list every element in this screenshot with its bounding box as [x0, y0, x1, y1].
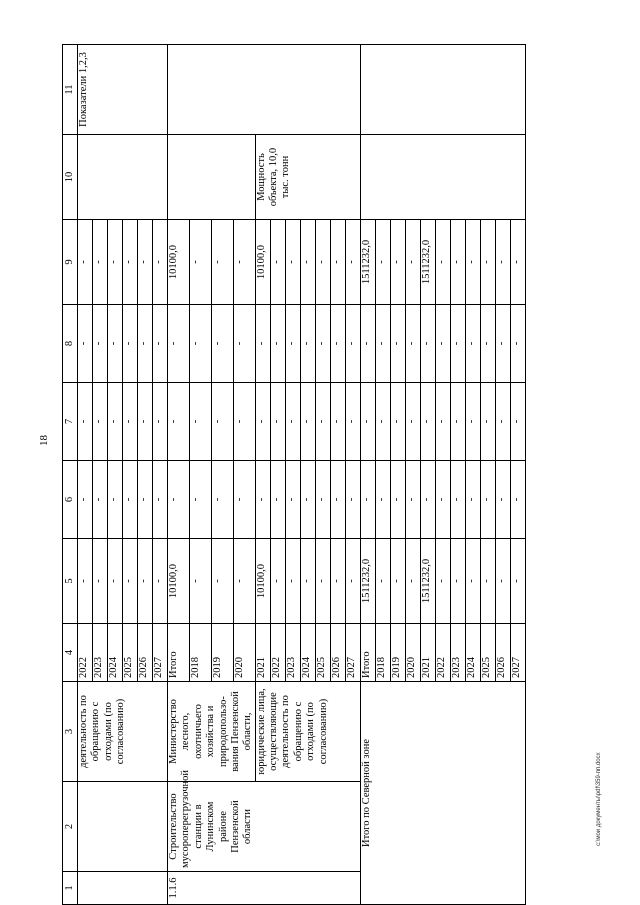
- year-cell: 2024: [465, 624, 480, 682]
- value-cell-5: -: [435, 539, 450, 624]
- value-cell-5: -: [189, 539, 211, 624]
- col-header-3: 3: [63, 682, 78, 782]
- value-cell-5: -: [285, 539, 300, 624]
- value-cell-9: -: [153, 220, 168, 305]
- value-cell-9: -: [435, 220, 450, 305]
- value-cell-6: -: [78, 461, 93, 539]
- value-cell-9: -: [138, 220, 153, 305]
- year-cell: 2020: [405, 624, 420, 682]
- value-cell-5: -: [405, 539, 420, 624]
- value-cell-6: -: [375, 461, 390, 539]
- year-cell: 2025: [123, 624, 138, 682]
- value-cell-7: -: [450, 383, 465, 461]
- year-cell: Итого: [168, 624, 190, 682]
- value-cell-8: -: [108, 305, 123, 383]
- value-cell-5: -: [123, 539, 138, 624]
- value-cell-9: -: [495, 220, 510, 305]
- value-cell-6: -: [465, 461, 480, 539]
- value-cell-8: -: [330, 305, 345, 383]
- value-cell-7: -: [153, 383, 168, 461]
- table-row: [360, 45, 375, 905]
- col-header-5: 5: [63, 539, 78, 624]
- value-cell-9: -: [315, 220, 330, 305]
- col-header-2: 2: [63, 782, 78, 872]
- value-cell-8: -: [93, 305, 108, 383]
- column-number-row: [63, 45, 78, 905]
- value-cell-9: -: [270, 220, 285, 305]
- value-cell-8: -: [168, 305, 190, 383]
- value-cell-5: 10100,0: [168, 539, 190, 624]
- value-cell-7: -: [375, 383, 390, 461]
- year-cell: 2022: [78, 624, 93, 682]
- value-cell-5: -: [345, 539, 360, 624]
- value-cell-9: -: [211, 220, 233, 305]
- value-cell-5: -: [300, 539, 315, 624]
- capacity-cell: Мощность объекта, 10,0 тыс. тонн: [255, 135, 360, 220]
- value-cell-5: -: [480, 539, 495, 624]
- value-cell-7: -: [315, 383, 330, 461]
- value-cell-8: -: [435, 305, 450, 383]
- value-cell-5: -: [390, 539, 405, 624]
- value-cell-7: -: [405, 383, 420, 461]
- col-header-6: 6: [63, 461, 78, 539]
- value-cell-8: -: [233, 305, 255, 383]
- value-cell-6: -: [153, 461, 168, 539]
- table-row: [255, 45, 270, 905]
- value-cell-8: -: [405, 305, 420, 383]
- value-cell-6: -: [420, 461, 435, 539]
- value-cell-9: -: [330, 220, 345, 305]
- value-cell-8: -: [480, 305, 495, 383]
- value-cell-8: -: [285, 305, 300, 383]
- year-cell: 2022: [435, 624, 450, 682]
- value-cell-5: -: [93, 539, 108, 624]
- value-cell-6: -: [450, 461, 465, 539]
- rotated-page: [48, 45, 578, 905]
- year-cell: 2025: [480, 624, 495, 682]
- value-cell-5: 1511232,0: [360, 539, 375, 624]
- value-cell-7: -: [255, 383, 270, 461]
- value-cell-9: -: [300, 220, 315, 305]
- value-cell-6: -: [233, 461, 255, 539]
- value-cell-7: -: [233, 383, 255, 461]
- value-cell-9: 1511232,0: [420, 220, 435, 305]
- year-cell: 2026: [330, 624, 345, 682]
- value-cell-5: -: [78, 539, 93, 624]
- value-cell-9: -: [233, 220, 255, 305]
- value-cell-8: -: [390, 305, 405, 383]
- value-cell-6: -: [360, 461, 375, 539]
- value-cell-6: -: [93, 461, 108, 539]
- value-cell-6: -: [138, 461, 153, 539]
- value-cell-8: -: [465, 305, 480, 383]
- year-cell: 2020: [233, 624, 255, 682]
- result-cell-10: [168, 135, 256, 220]
- footer-file-path: c:\мои документы\pdf\359-пп.docx: [596, 752, 602, 846]
- indicator-cell: Показатели 1,2,3: [78, 45, 168, 135]
- value-cell-7: -: [495, 383, 510, 461]
- year-cell: 2021: [255, 624, 270, 682]
- item-number-cell: [78, 872, 168, 905]
- value-cell-7: -: [510, 383, 525, 461]
- value-cell-8: -: [450, 305, 465, 383]
- year-cell: 2027: [510, 624, 525, 682]
- value-cell-9: -: [108, 220, 123, 305]
- value-cell-9: -: [375, 220, 390, 305]
- result-cell-10: [360, 135, 525, 220]
- value-cell-7: -: [360, 383, 375, 461]
- value-cell-7: -: [123, 383, 138, 461]
- value-cell-5: -: [270, 539, 285, 624]
- value-cell-6: -: [510, 461, 525, 539]
- value-cell-8: -: [300, 305, 315, 383]
- value-cell-7: -: [330, 383, 345, 461]
- year-cell: Итого: [360, 624, 375, 682]
- result-cell-10: [78, 135, 168, 220]
- col-header-9: 9: [63, 220, 78, 305]
- value-cell-6: -: [390, 461, 405, 539]
- value-cell-8: -: [420, 305, 435, 383]
- year-cell: 2023: [285, 624, 300, 682]
- indicator-cell: [360, 45, 525, 135]
- year-cell: 2018: [375, 624, 390, 682]
- value-cell-6: -: [495, 461, 510, 539]
- value-cell-5: -: [450, 539, 465, 624]
- value-cell-5: -: [211, 539, 233, 624]
- value-cell-5: -: [108, 539, 123, 624]
- value-cell-7: -: [108, 383, 123, 461]
- value-cell-8: -: [123, 305, 138, 383]
- value-cell-6: -: [270, 461, 285, 539]
- value-cell-8: -: [375, 305, 390, 383]
- col-header-11: 11: [63, 45, 78, 135]
- value-cell-7: -: [285, 383, 300, 461]
- value-cell-6: -: [480, 461, 495, 539]
- value-cell-9: -: [285, 220, 300, 305]
- value-cell-5: -: [495, 539, 510, 624]
- value-cell-6: -: [108, 461, 123, 539]
- year-cell: 2019: [390, 624, 405, 682]
- value-cell-7: -: [168, 383, 190, 461]
- year-cell: 2021: [420, 624, 435, 682]
- value-cell-8: -: [255, 305, 270, 383]
- value-cell-9: -: [465, 220, 480, 305]
- year-cell: 2026: [138, 624, 153, 682]
- executor-cell: деятельность по обращению с отходами (по согласованию): [78, 682, 168, 782]
- year-cell: 2026: [495, 624, 510, 682]
- value-cell-5: -: [138, 539, 153, 624]
- value-cell-9: -: [123, 220, 138, 305]
- year-cell: 2027: [153, 624, 168, 682]
- value-cell-9: -: [93, 220, 108, 305]
- value-cell-5: -: [510, 539, 525, 624]
- value-cell-8: -: [360, 305, 375, 383]
- value-cell-7: -: [270, 383, 285, 461]
- value-cell-6: -: [300, 461, 315, 539]
- value-cell-9: -: [78, 220, 93, 305]
- value-cell-9: 10100,0: [168, 220, 190, 305]
- year-cell: 2023: [93, 624, 108, 682]
- year-cell: 2024: [300, 624, 315, 682]
- value-cell-6: -: [345, 461, 360, 539]
- value-cell-5: -: [465, 539, 480, 624]
- value-cell-7: -: [93, 383, 108, 461]
- col-header-7: 7: [63, 383, 78, 461]
- table-row: [78, 45, 93, 905]
- value-cell-9: -: [189, 220, 211, 305]
- page-number: 18: [38, 435, 50, 446]
- item-number-cell: 1.1.6: [168, 872, 361, 905]
- year-cell: 2024: [108, 624, 123, 682]
- value-cell-8: -: [510, 305, 525, 383]
- value-cell-8: -: [211, 305, 233, 383]
- item-name-cell: [78, 782, 168, 872]
- value-cell-5: 10100,0: [255, 539, 270, 624]
- year-cell: 2025: [315, 624, 330, 682]
- value-cell-5: -: [233, 539, 255, 624]
- value-cell-7: -: [300, 383, 315, 461]
- value-cell-9: -: [450, 220, 465, 305]
- value-cell-6: -: [168, 461, 190, 539]
- value-cell-6: -: [435, 461, 450, 539]
- value-cell-9: -: [345, 220, 360, 305]
- value-cell-9: -: [510, 220, 525, 305]
- executor-cell-continued: юридические лица, осуществляющие деятельность по обращению с отходами (по согласованию): [255, 682, 360, 782]
- value-cell-9: 1511232,0: [360, 220, 375, 305]
- year-cell: 2027: [345, 624, 360, 682]
- value-cell-8: -: [153, 305, 168, 383]
- value-cell-6: -: [189, 461, 211, 539]
- value-cell-8: -: [315, 305, 330, 383]
- year-cell: 2018: [189, 624, 211, 682]
- year-cell: 2019: [211, 624, 233, 682]
- value-cell-7: -: [78, 383, 93, 461]
- value-cell-7: -: [480, 383, 495, 461]
- program-table: [62, 44, 526, 905]
- table-row: [168, 45, 190, 905]
- value-cell-7: -: [189, 383, 211, 461]
- value-cell-7: -: [390, 383, 405, 461]
- value-cell-5: -: [330, 539, 345, 624]
- executor-cell: Министерство лесного, охотничьего хозяйства и природопользо-вания Пензенской области,: [168, 682, 256, 782]
- item-name-cell: Строительство мусороперегрузочной станции в Лунинском районе Пензенской области: [168, 782, 361, 872]
- year-cell: 2023: [450, 624, 465, 682]
- value-cell-8: -: [138, 305, 153, 383]
- col-header-1: 1: [63, 872, 78, 905]
- value-cell-6: -: [255, 461, 270, 539]
- value-cell-7: -: [345, 383, 360, 461]
- value-cell-6: -: [405, 461, 420, 539]
- value-cell-9: 10100,0: [255, 220, 270, 305]
- value-cell-6: -: [315, 461, 330, 539]
- value-cell-6: -: [330, 461, 345, 539]
- value-cell-7: -: [420, 383, 435, 461]
- zone-total-label-cell: Итого по Северной зоне: [360, 682, 525, 905]
- indicator-cell: [168, 45, 361, 135]
- value-cell-6: -: [211, 461, 233, 539]
- value-cell-5: -: [315, 539, 330, 624]
- table-body: [63, 45, 526, 905]
- value-cell-7: -: [211, 383, 233, 461]
- value-cell-8: -: [189, 305, 211, 383]
- value-cell-7: -: [435, 383, 450, 461]
- col-header-4: 4: [63, 624, 78, 682]
- value-cell-6: -: [123, 461, 138, 539]
- col-header-10: 10: [63, 135, 78, 220]
- value-cell-9: -: [405, 220, 420, 305]
- value-cell-5: -: [375, 539, 390, 624]
- value-cell-8: -: [495, 305, 510, 383]
- value-cell-6: -: [285, 461, 300, 539]
- value-cell-7: -: [138, 383, 153, 461]
- col-header-8: 8: [63, 305, 78, 383]
- value-cell-8: -: [270, 305, 285, 383]
- value-cell-5: 1511232,0: [420, 539, 435, 624]
- value-cell-7: -: [465, 383, 480, 461]
- value-cell-8: -: [345, 305, 360, 383]
- value-cell-9: -: [390, 220, 405, 305]
- year-cell: 2022: [270, 624, 285, 682]
- value-cell-9: -: [480, 220, 495, 305]
- value-cell-5: -: [153, 539, 168, 624]
- value-cell-8: -: [78, 305, 93, 383]
